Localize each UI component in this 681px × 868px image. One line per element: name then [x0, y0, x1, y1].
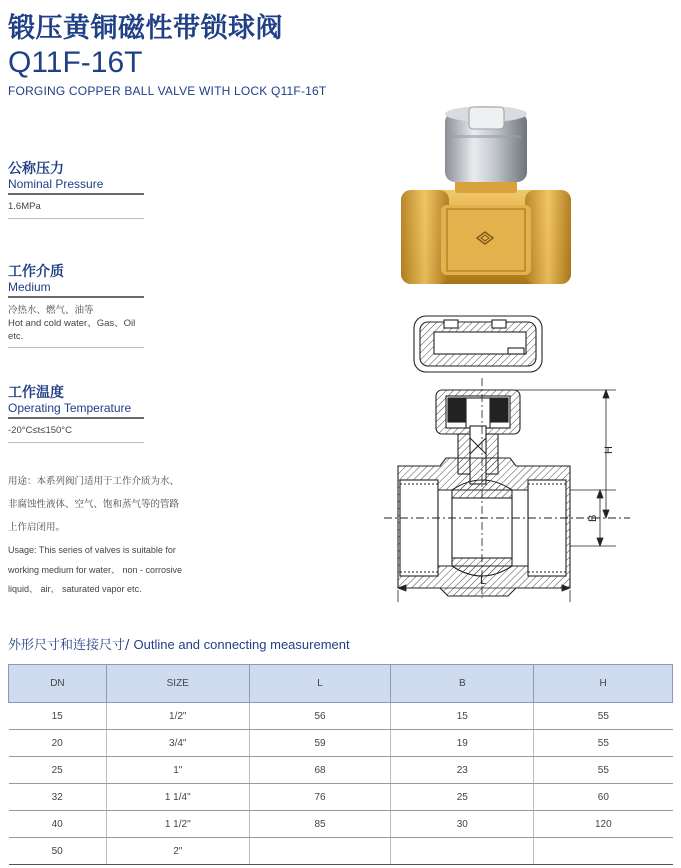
dimension-label-l: L [480, 575, 487, 587]
table-header-row [9, 665, 673, 703]
cell: 59 [249, 730, 391, 757]
spec-label-cn: 公称压力 [8, 161, 64, 177]
cell: 56 [249, 703, 391, 730]
header-dn: DN [9, 665, 107, 703]
table-row [9, 703, 673, 730]
cell: 20 [9, 730, 107, 757]
cell: 85 [249, 811, 391, 838]
cell: 19 [391, 730, 534, 757]
page-title-en: FORGING COPPER BALL VALVE WITH LOCK Q11F-16T [8, 84, 327, 98]
spec-operating-temperature [8, 385, 144, 443]
header-l: L [249, 665, 391, 703]
cell: 1/2" [106, 703, 249, 730]
spec-value-en: Hot and cold water、Gas、Oil etc. [8, 318, 136, 342]
spec-label-en: Operating Temperature [8, 401, 132, 415]
usage-line: 上作启闭用。 [8, 522, 66, 533]
dimension-label-b: B [587, 514, 599, 522]
cell: 25 [9, 757, 107, 784]
spec-label-en: Medium [8, 280, 51, 294]
usage-line: Usage: This series of valves is suitable for [8, 545, 176, 555]
page-title-cn: 锻压黄铜磁性带锁球阀 [8, 13, 283, 44]
cell [249, 838, 391, 865]
header-size: SIZE [106, 665, 249, 703]
table-row [9, 838, 673, 865]
usage-text-cn [8, 470, 218, 539]
usage-line: 用途：本系列阀门适用于工作介质为水、 [8, 476, 180, 487]
cell: 3/4" [106, 730, 249, 757]
section-title-cn: 外形尺寸和连接尺寸/ [8, 638, 130, 653]
table-row [9, 784, 673, 811]
cell: 60 [534, 784, 673, 811]
cell: 1 1/2" [106, 811, 249, 838]
cell: 30 [391, 811, 534, 838]
cell: 40 [9, 811, 107, 838]
valve-photo [385, 97, 585, 292]
model-number: Q11F-16T [8, 46, 143, 79]
cell: 55 [534, 703, 673, 730]
usage-line: working medium for water、 non - corrosive [8, 564, 183, 575]
header-b: B [391, 665, 534, 703]
cell: 55 [534, 757, 673, 784]
header-h: H [534, 665, 673, 703]
dimension-label-h: H [603, 446, 615, 454]
cell: 15 [391, 703, 534, 730]
spec-label-cn: 工作介质 [8, 264, 64, 280]
cell: 55 [534, 730, 673, 757]
cell: 23 [391, 757, 534, 784]
cell: 15 [9, 703, 107, 730]
cell: 68 [249, 757, 391, 784]
spec-nominal-pressure [8, 161, 144, 219]
usage-text-en [8, 541, 218, 600]
cell: 76 [249, 784, 391, 811]
spec-medium [8, 264, 144, 348]
spec-label-cn: 工作温度 [8, 385, 64, 401]
valve-technical-drawing [380, 308, 640, 603]
spec-value: 1.6MPa [8, 201, 41, 212]
cell: 50 [9, 838, 107, 865]
section-title-en: Outline and connecting measurement [133, 637, 350, 652]
table-row [9, 730, 673, 757]
handle-top-view [414, 316, 542, 372]
spec-label-en: Nominal Pressure [8, 177, 104, 191]
cell: 1" [106, 757, 249, 784]
cell: 120 [534, 811, 673, 838]
table-row [9, 811, 673, 838]
valve-section-view [398, 390, 570, 596]
cell: 32 [9, 784, 107, 811]
section-title [8, 634, 350, 653]
divider [8, 218, 144, 219]
usage-line: 非腐蚀性液体、空气、饱和蒸气等的管路 [8, 499, 180, 510]
cell: 2" [106, 838, 249, 865]
dimensions-table [8, 664, 673, 865]
spec-value: -20°C≤t≤150°C [8, 425, 72, 436]
cell: 25 [391, 784, 534, 811]
cell: 1 1/4" [106, 784, 249, 811]
table-row [9, 757, 673, 784]
divider [8, 442, 144, 443]
cell [391, 838, 534, 865]
cell [534, 838, 673, 865]
usage-line: liquid、 air、 saturated vapor etc. [8, 584, 142, 594]
spec-value: 冷热水、燃气、油等 [8, 305, 94, 316]
divider [8, 347, 144, 348]
